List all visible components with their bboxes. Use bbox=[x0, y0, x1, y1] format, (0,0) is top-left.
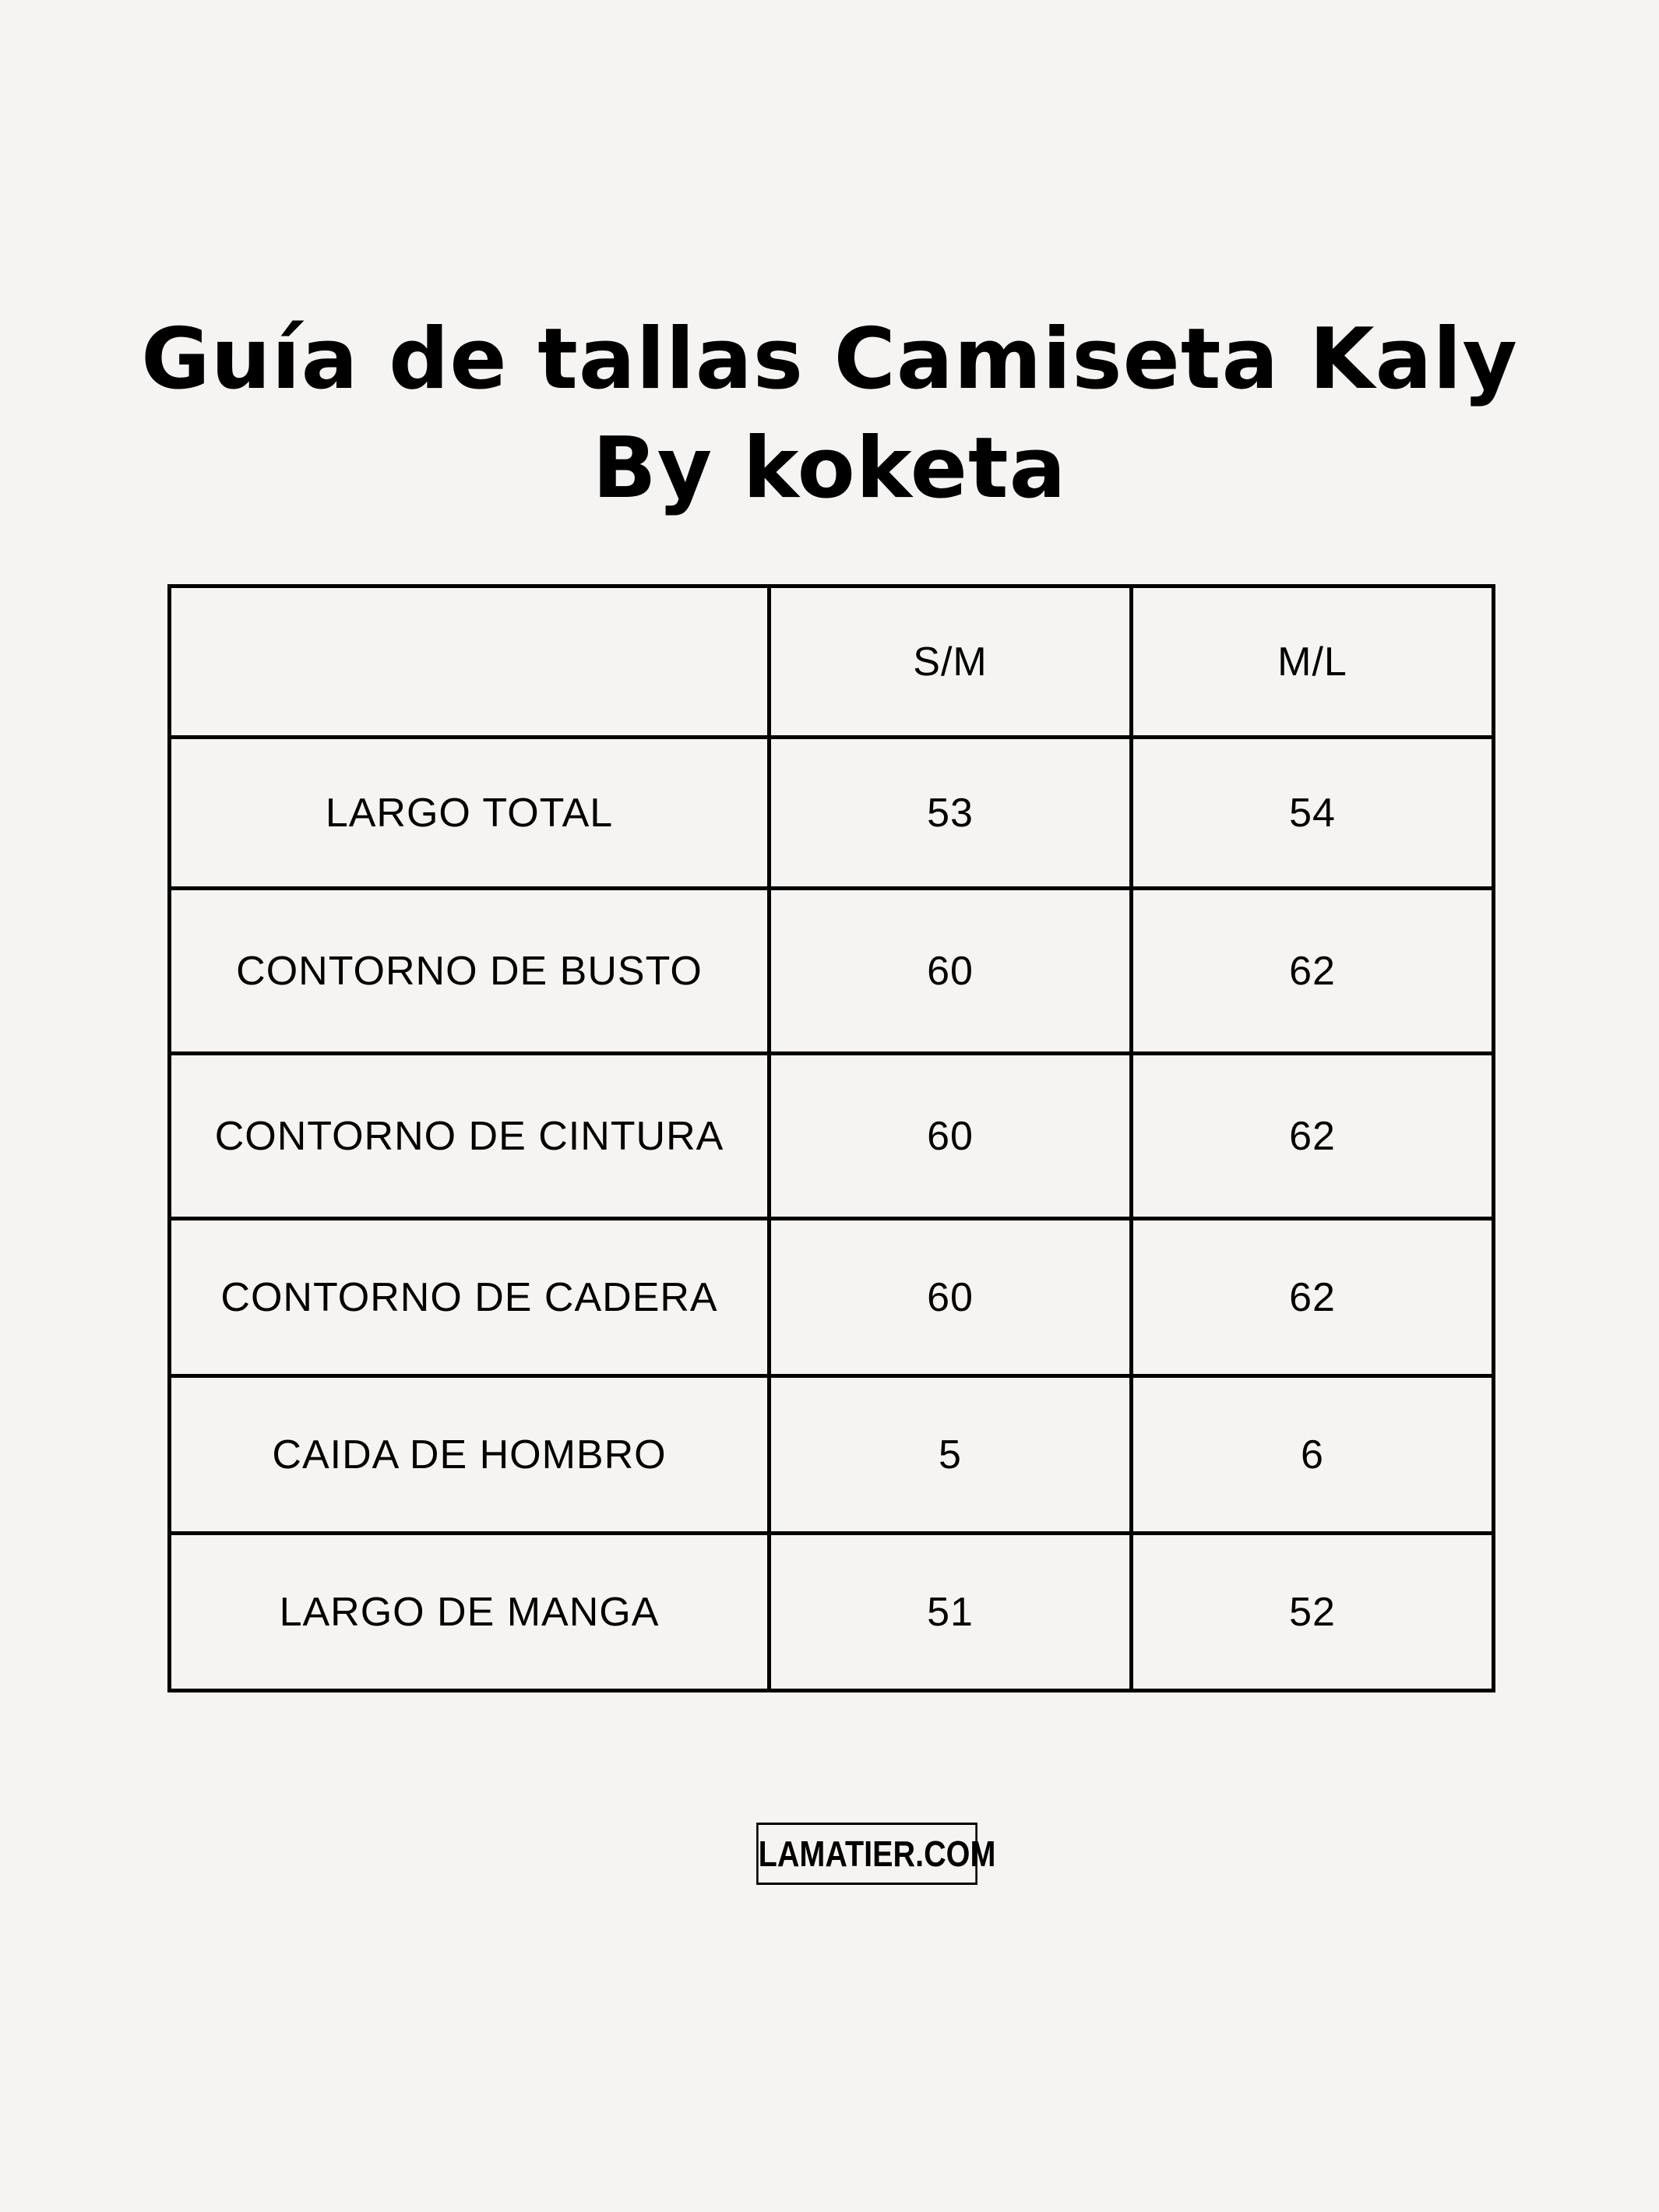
header-cell-ml: M/L bbox=[1132, 586, 1494, 738]
measure-label: CONTORNO DE BUSTO bbox=[170, 889, 770, 1054]
value-ml: 52 bbox=[1132, 1534, 1494, 1691]
table-row bbox=[170, 889, 1494, 1054]
value-ml: 54 bbox=[1132, 738, 1494, 889]
value-ml: 62 bbox=[1132, 1054, 1494, 1219]
value-sm: 5 bbox=[770, 1376, 1132, 1534]
size-guide-table bbox=[167, 584, 1495, 1692]
value-sm: 60 bbox=[770, 889, 1132, 1054]
measure-label: CONTORNO DE CINTURA bbox=[170, 1054, 770, 1219]
value-sm: 60 bbox=[770, 1219, 1132, 1376]
header-cell-sm: S/M bbox=[770, 586, 1132, 738]
title-line-1: Guía de tallas Camiseta Kaly bbox=[141, 311, 1518, 409]
table-row bbox=[170, 1534, 1494, 1691]
table-header-row bbox=[170, 586, 1494, 738]
value-ml: 62 bbox=[1132, 1219, 1494, 1376]
value-ml: 62 bbox=[1132, 889, 1494, 1054]
table-row bbox=[170, 1054, 1494, 1219]
measure-label: CONTORNO DE CADERA bbox=[170, 1219, 770, 1376]
title-line-2: By koketa bbox=[592, 420, 1067, 518]
measure-label: LARGO TOTAL bbox=[170, 738, 770, 889]
table-row bbox=[170, 1376, 1494, 1534]
value-sm: 51 bbox=[770, 1534, 1132, 1691]
table-row bbox=[170, 738, 1494, 889]
value-sm: 53 bbox=[770, 738, 1132, 889]
value-ml: 6 bbox=[1132, 1376, 1494, 1534]
value-sm: 60 bbox=[770, 1054, 1132, 1219]
page-title bbox=[0, 305, 1659, 523]
measure-label: CAIDA DE HOMBRO bbox=[170, 1376, 770, 1534]
measure-label: LARGO DE MANGA bbox=[170, 1534, 770, 1691]
table-row bbox=[170, 1219, 1494, 1376]
brand-logo: LAMATIER.COM bbox=[756, 1823, 977, 1885]
header-cell-measure bbox=[170, 586, 770, 738]
